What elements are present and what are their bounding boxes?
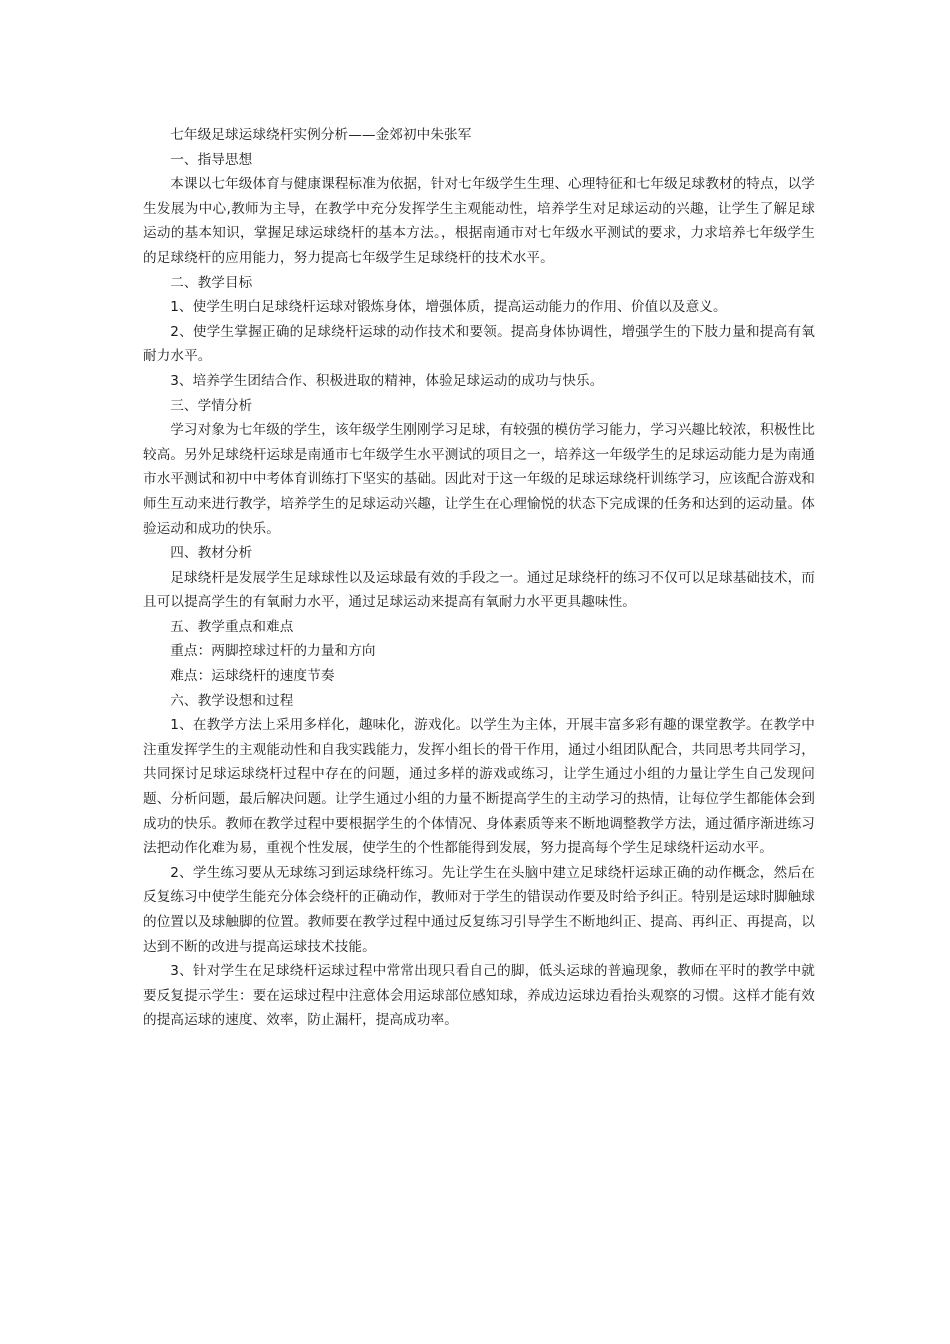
section-heading-teaching-goals: 二、教学目标: [170, 274, 253, 291]
section-heading-guiding-ideology: 一、指导思想: [170, 151, 253, 168]
section-heading-teaching-process: 六、教学设想和过程: [170, 692, 294, 709]
paragraph-student-analysis: 学习对象为七年级的学生，该年级学生刚刚学习足球，有较强的模仿学习能力，学习兴趣比较浓，积极性比较高。另外足球绕杆运球是南通市七年级学生水平测试的项目之一，培养这一年级学生的足球运动能力是为南通市水平测试和初中中考体育训练打下坚实的基础。因此对于这一年级的足球运球绕杆训练学习，应该配合游戏和师生互动来进行教学，培养学生的足球运动兴趣，让学生在心理愉悦的状态下完成课的任务和达到的运动量。体验运动和成功的快乐。: [143, 422, 815, 537]
document-title: 七年级足球运球绕杆实例分析——金郊初中朱张军: [170, 127, 472, 143]
paragraph-key-point: 重点：两脚控球过杆的力量和方向: [170, 643, 376, 660]
paragraph-difficulty: 难点：运球绕杆的速度节奏: [170, 668, 335, 685]
paragraph-process-1: 1、在教学方法上采用多样化，趣味化，游戏化。以学生为主体，开展丰富多彩有趣的课堂教学。在教学中注重发挥学生的主观能动性和自我实践能力，发挥小组长的骨干作用，通过小组团队配合，共同思考共同学习，共同探讨足球运球绕杆过程中存在的问题，通过多样的游戏或练习，让学生通过小组的力量让学生自己发现问题、分析问题，最后解决问题。让学生通过小组的力量不断提高学生的主动学习的热情，让每位学生都能体会到成功的快乐。教师在教学过程中要根据学生的个体情况、身体素质等来不断地调整教学方法，通过循序渐进练习法把动作化难为易，重视个性发展，使学生的个性都能得到发展，努力提高每个学生足球绕杆运动水平。: [143, 717, 815, 857]
section-heading-material-analysis: 四、教材分析: [170, 545, 253, 562]
paragraph-process-3: 3、针对学生在足球绕杆运球过程中常常出现只看自己的脚，低头运球的普遍现象，教师在平时的教学中就要反复提示学生：要在运球过程中注意体会用运球部位感知球，养成边运球边看抬头观察的习惯。这样才能有效的提高运球的速度、效率，防止漏杆，提高成功率。: [143, 963, 815, 1029]
paragraph-goal-3: 3、培养学生团结合作、积极进取的精神，体验足球运动的成功与快乐。: [170, 372, 604, 389]
paragraph-goal-2: 2、使学生掌握正确的足球绕杆运球的动作技术和要领。提高身体协调性，增强学生的下肢力量和提高有氧耐力水平。: [143, 323, 815, 365]
paragraph-guiding-ideology: 本课以七年级体育与健康课程标准为依据，针对七年级学生生理、心理特征和七年级足球教材的特点，以学生发展为中心,教师为主导，在教学中充分发挥学生主观能动性，培养学生对足球运动的兴趣，让学生了解足球运动的基本知识，掌握足球运球绕杆的基本方法。，根据南通市对七年级水平测试的要求，力求培养七年级学生的足球绕杆的应用能力，努力提高七年级学生足球绕杆的技术水平。: [143, 176, 815, 266]
document-body: [143, 123, 815, 1033]
paragraph-goal-1: 1、使学生明白足球绕杆运球对锻炼身体，增强体质，提高运动能力的作用、价值以及意义。: [170, 299, 727, 316]
paragraph-material-analysis: 足球绕杆是发展学生足球球性以及运球最有效的手段之一。通过足球绕杆的练习不仅可以足球基础技术，而且可以提高学生的有氧耐力水平，通过足球运动来提高有氧耐力水平更具趣味性。: [143, 569, 815, 611]
section-heading-student-analysis: 三、学情分析: [170, 397, 253, 414]
section-heading-key-points: 五、教学重点和难点: [170, 618, 294, 635]
paragraph-process-2: 2、学生练习要从无球练习到运球绕杆练习。先让学生在头脑中建立足球绕杆运球正确的动作概念，然后在反复练习中使学生能充分体会绕杆的正确动作，教师对于学生的错误动作要及时给予纠正。特别是运球时脚触球的位置以及球触脚的位置。教师要在教学过程中通过反复练习引导学生不断地纠正、提高、再纠正、再提高，以达到不断的改进与提高运球技术技能。: [143, 864, 815, 955]
